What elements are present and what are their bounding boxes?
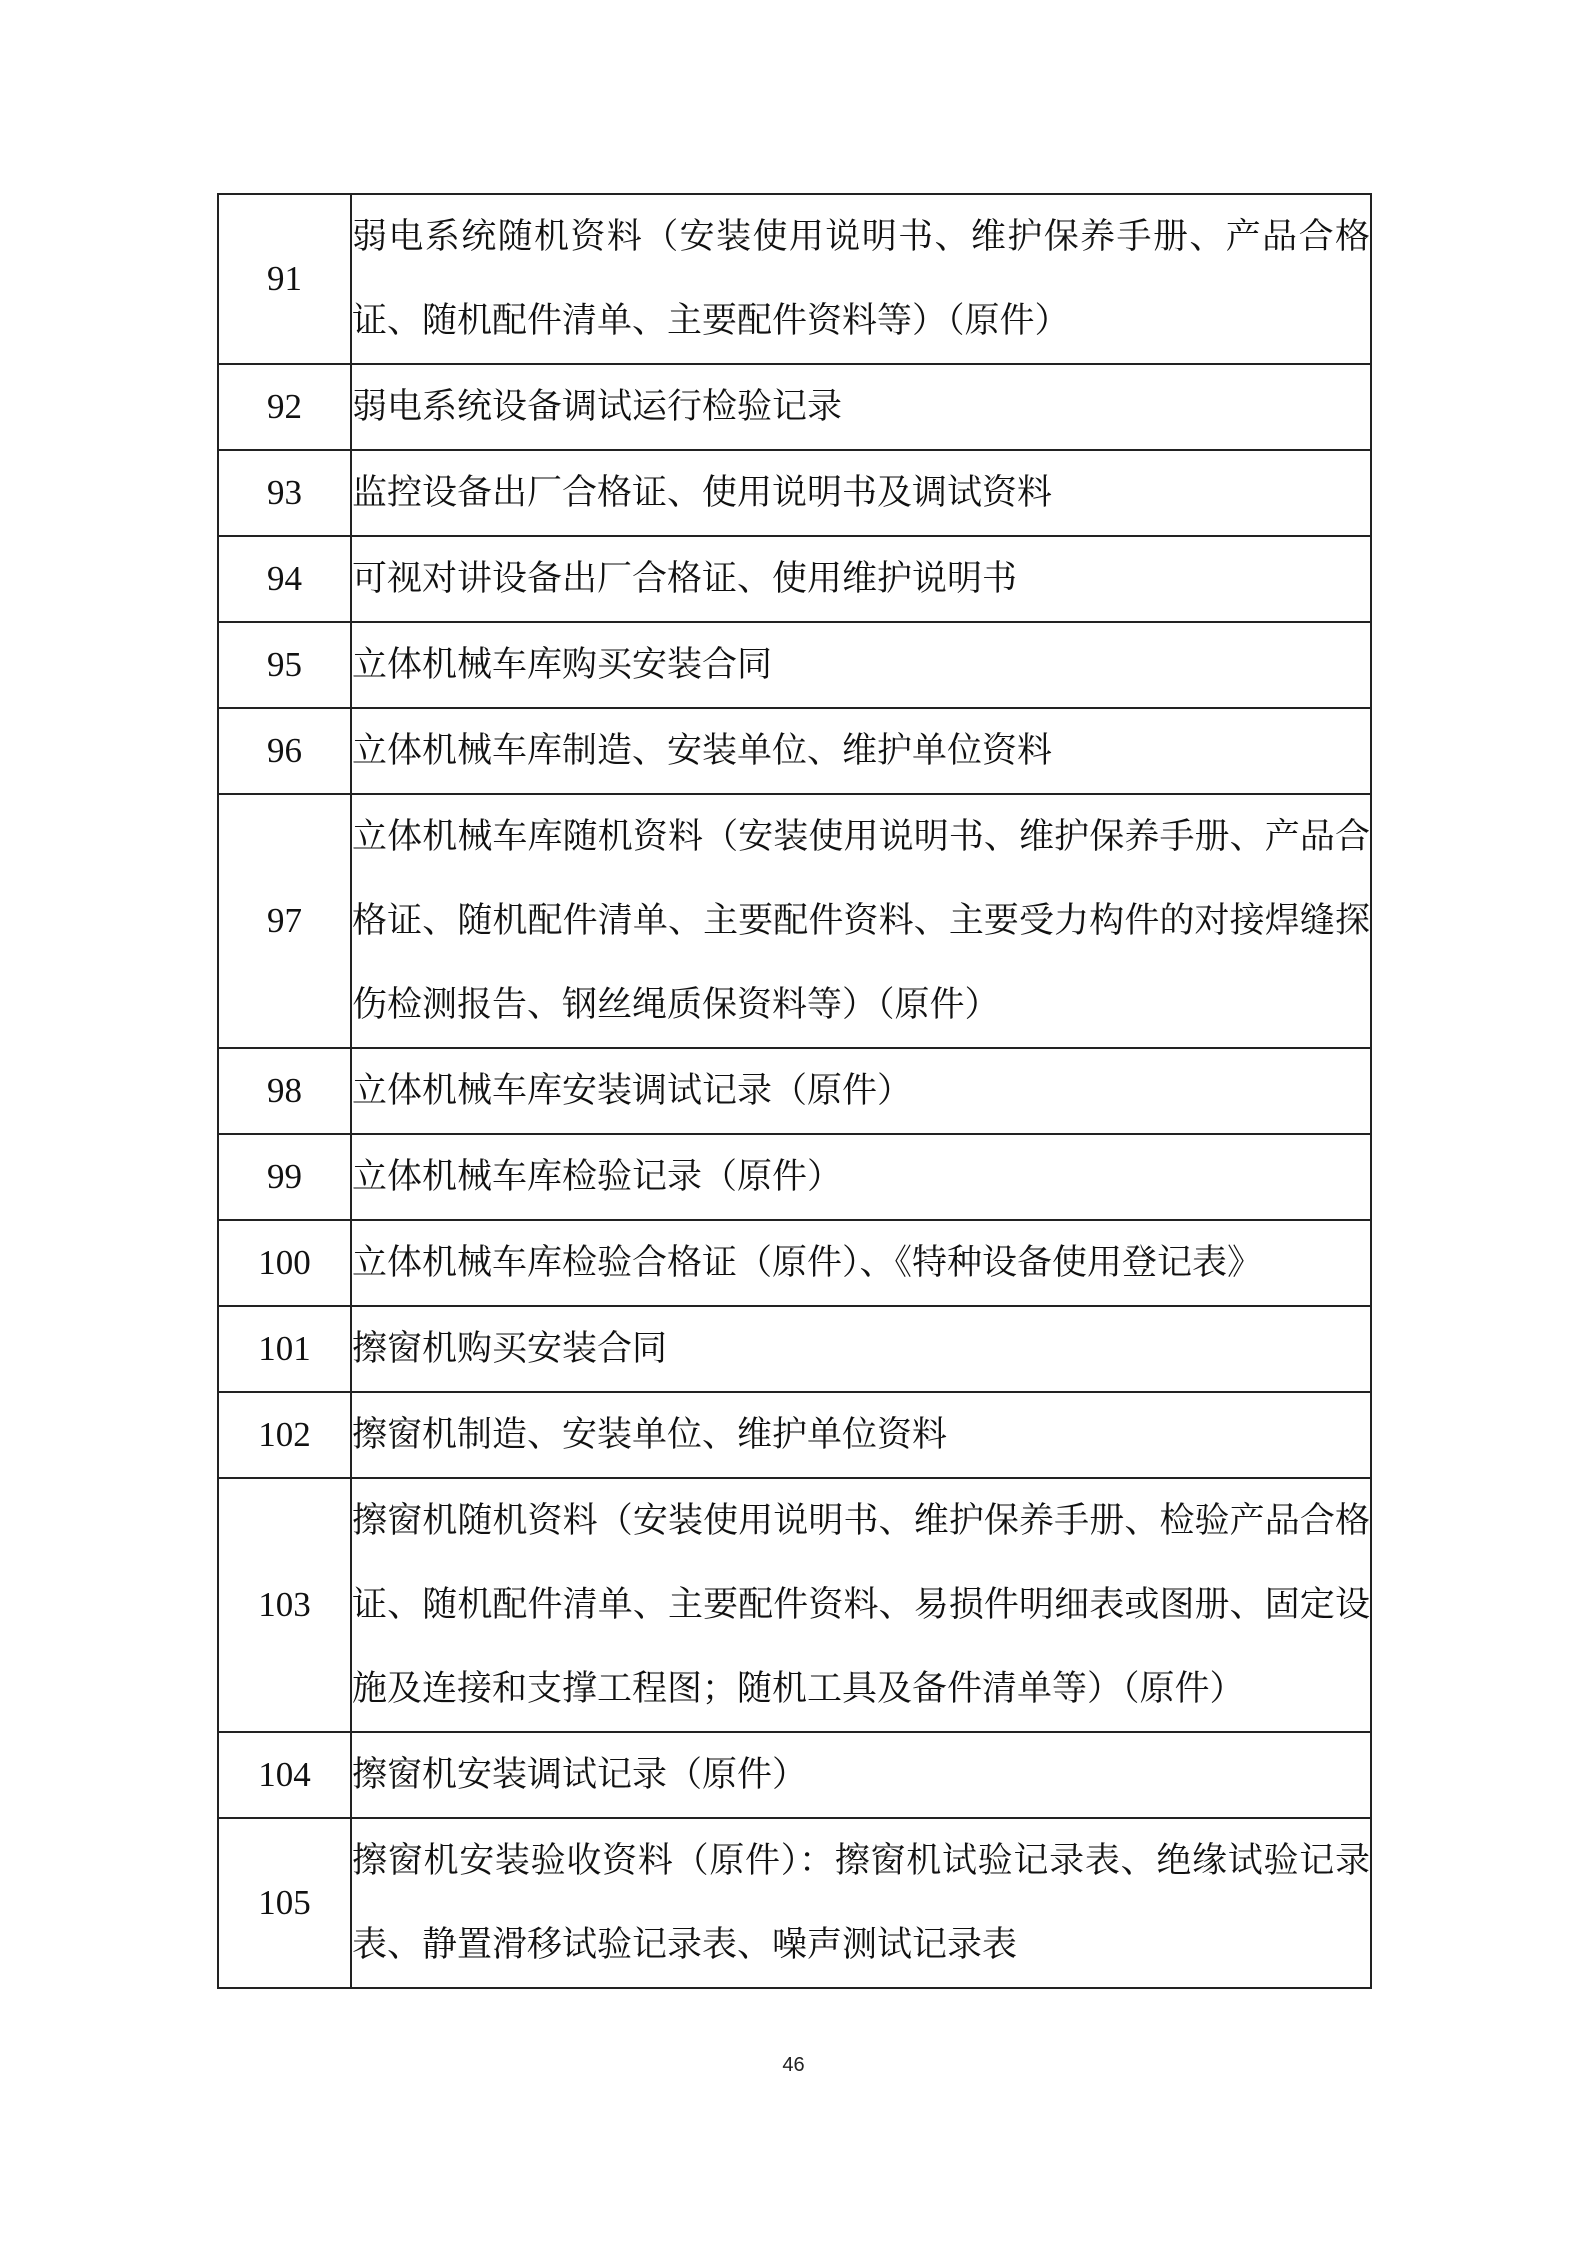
row-description: 擦窗机随机资料（安装使用说明书、维护保养手册、检验产品合格证、随机配件清单、主要配件资料、易损件明细表或图册、固定设施及连接和支撑工程图；随机工具及备件清单等）（原件） xyxy=(351,1478,1371,1732)
row-description: 擦窗机制造、安装单位、维护单位资料 xyxy=(351,1392,1371,1478)
row-description: 立体机械车库随机资料（安装使用说明书、维护保养手册、产品合格证、随机配件清单、主要配件资料、主要受力构件的对接焊缝探伤检测报告、钢丝绳质保资料等）（原件） xyxy=(351,794,1371,1048)
table-row xyxy=(218,450,1371,536)
row-number: 95 xyxy=(218,622,351,708)
table-row xyxy=(218,1048,1371,1134)
row-number: 91 xyxy=(218,194,351,364)
row-description: 立体机械车库安装调试记录（原件） xyxy=(351,1048,1371,1134)
row-description: 擦窗机安装调试记录（原件） xyxy=(351,1732,1371,1818)
row-description: 弱电系统设备调试运行检验记录 xyxy=(351,364,1371,450)
table-row xyxy=(218,1220,1371,1306)
row-number: 97 xyxy=(218,794,351,1048)
row-description: 擦窗机安装验收资料（原件）：擦窗机试验记录表、绝缘试验记录表、静置滑移试验记录表、噪声测试记录表 xyxy=(351,1818,1371,1988)
row-number: 101 xyxy=(218,1306,351,1392)
row-description: 弱电系统随机资料（安装使用说明书、维护保养手册、产品合格证、随机配件清单、主要配件资料等）（原件） xyxy=(351,194,1371,364)
table-row xyxy=(218,708,1371,794)
row-number: 103 xyxy=(218,1478,351,1732)
document-table xyxy=(217,193,1372,1989)
row-number: 96 xyxy=(218,708,351,794)
row-description: 监控设备出厂合格证、使用说明书及调试资料 xyxy=(351,450,1371,536)
table-row xyxy=(218,1134,1371,1220)
table-row xyxy=(218,1306,1371,1392)
table-row xyxy=(218,364,1371,450)
row-number: 105 xyxy=(218,1818,351,1988)
row-number: 94 xyxy=(218,536,351,622)
row-description: 立体机械车库检验合格证（原件）、《特种设备使用登记表》 xyxy=(351,1220,1371,1306)
table-row xyxy=(218,794,1371,1048)
table-body xyxy=(218,194,1371,1988)
row-description: 立体机械车库制造、安装单位、维护单位资料 xyxy=(351,708,1371,794)
row-number: 98 xyxy=(218,1048,351,1134)
row-number: 104 xyxy=(218,1732,351,1818)
row-number: 99 xyxy=(218,1134,351,1220)
row-number: 92 xyxy=(218,364,351,450)
table-row xyxy=(218,536,1371,622)
row-description: 立体机械车库购买安装合同 xyxy=(351,622,1371,708)
row-number: 100 xyxy=(218,1220,351,1306)
row-description: 擦窗机购买安装合同 xyxy=(351,1306,1371,1392)
row-description: 可视对讲设备出厂合格证、使用维护说明书 xyxy=(351,536,1371,622)
page-number: 46 xyxy=(782,2054,805,2076)
table-row xyxy=(218,1392,1371,1478)
table-row xyxy=(218,194,1371,364)
row-description: 立体机械车库检验记录（原件） xyxy=(351,1134,1371,1220)
row-number: 102 xyxy=(218,1392,351,1478)
table-row xyxy=(218,1732,1371,1818)
table-row xyxy=(218,1818,1371,1988)
table-row xyxy=(218,622,1371,708)
table-row xyxy=(218,1478,1371,1732)
row-number: 93 xyxy=(218,450,351,536)
